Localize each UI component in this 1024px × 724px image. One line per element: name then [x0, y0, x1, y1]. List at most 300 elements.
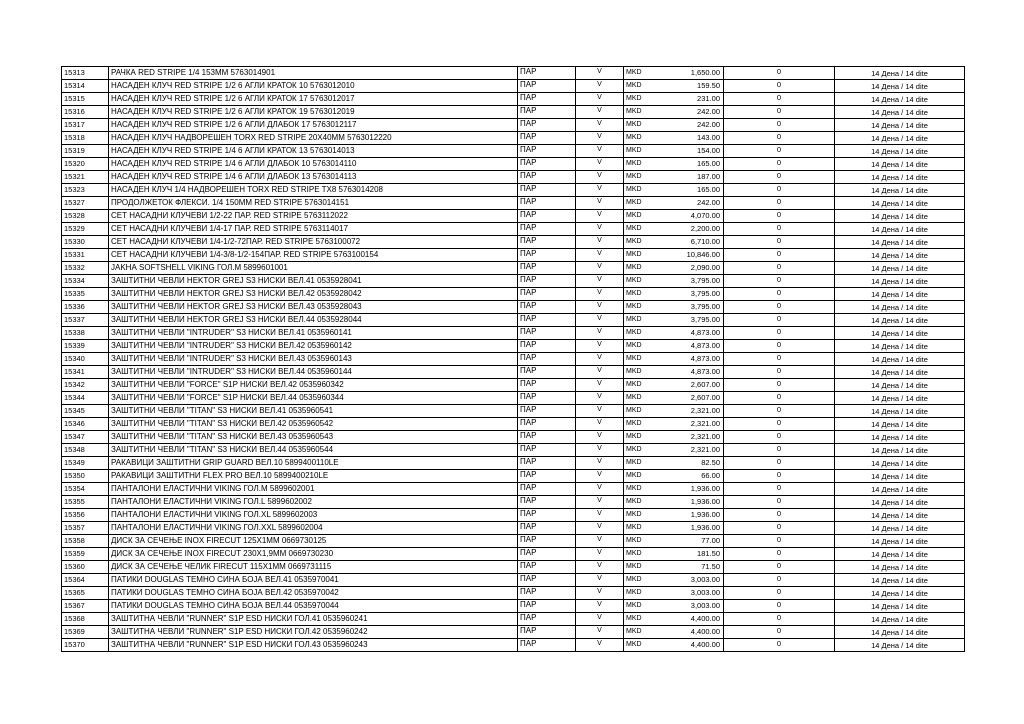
quantity: 0	[724, 314, 835, 327]
currency: MKD	[624, 314, 654, 327]
delivery-time: 14 Дена / 14 dite	[835, 600, 965, 613]
unit-price: 3,003.00	[654, 587, 724, 600]
table-row	[62, 67, 965, 80]
unit-of-measure: ПАР	[518, 574, 576, 587]
unit-price: 2,321.00	[654, 418, 724, 431]
currency: MKD	[624, 80, 654, 93]
unit-price: 242.00	[654, 106, 724, 119]
item-description: НАСАДЕН КЛУЧ RED STRIPE 1/2 6 АГЛИ ДЛАБОК 17 5763012117	[109, 119, 518, 132]
table-row	[62, 431, 965, 444]
price-list-table	[61, 66, 965, 652]
table-row	[62, 418, 965, 431]
availability-mark: V	[576, 106, 624, 119]
unit-price: 10,846.00	[654, 249, 724, 262]
unit-price: 3,003.00	[654, 600, 724, 613]
quantity: 0	[724, 392, 835, 405]
delivery-time: 14 Дена / 14 dite	[835, 275, 965, 288]
currency: MKD	[624, 67, 654, 80]
unit-of-measure: ПАР	[518, 509, 576, 522]
item-code: 15327	[62, 197, 109, 210]
item-description: ПАТИКИ DOUGLAS ТЕМНО СИНА БОЈА ВЕЛ.44 0535970044	[109, 600, 518, 613]
delivery-time: 14 Дена / 14 dite	[835, 483, 965, 496]
item-description: ПАНТАЛОНИ ЕЛАСТИЧНИ VIKING ГОЛ.L 5899602002	[109, 496, 518, 509]
unit-price: 165.00	[654, 184, 724, 197]
item-description: ЗАШТИТНИ ЧЕВЛИ HEKTOR GREJ S3 НИСКИ ВЕЛ.42 0535928042	[109, 288, 518, 301]
currency: MKD	[624, 626, 654, 639]
item-description: ПАНТАЛОНИ ЕЛАСТИЧНИ VIKING ГОЛ.XXL 5899602004	[109, 522, 518, 535]
item-code: 15350	[62, 470, 109, 483]
delivery-time: 14 Дена / 14 dite	[835, 379, 965, 392]
item-code: 15368	[62, 613, 109, 626]
quantity: 0	[724, 496, 835, 509]
quantity: 0	[724, 431, 835, 444]
availability-mark: V	[576, 496, 624, 509]
unit-of-measure: ПАР	[518, 314, 576, 327]
quantity: 0	[724, 145, 835, 158]
delivery-time: 14 Дена / 14 dite	[835, 353, 965, 366]
availability-mark: V	[576, 561, 624, 574]
item-description: СЕТ НАСАДНИ КЛУЧЕВИ 1/4-3/8-1/2-154ПАР. RED STRIPE 5763100154	[109, 249, 518, 262]
item-code: 15369	[62, 626, 109, 639]
delivery-time: 14 Дена / 14 dite	[835, 457, 965, 470]
item-description: ДИСК ЗА СЕЧЕЊЕ INOX FIRECUT 230X1,9ММ 0669730230	[109, 548, 518, 561]
item-description: НАСАДЕН КЛУЧ RED STRIPE 1/4 6 АГЛИ КРАТОК 13 5763014013	[109, 145, 518, 158]
item-code: 15348	[62, 444, 109, 457]
item-code: 15364	[62, 574, 109, 587]
table-row	[62, 470, 965, 483]
availability-mark: V	[576, 483, 624, 496]
unit-of-measure: ПАР	[518, 184, 576, 197]
unit-price: 2,090.00	[654, 262, 724, 275]
quantity: 0	[724, 223, 835, 236]
unit-price: 165.00	[654, 158, 724, 171]
item-description: ПАНТАЛОНИ ЕЛАСТИЧНИ VIKING ГОЛ.XL 5899602003	[109, 509, 518, 522]
quantity: 0	[724, 639, 835, 652]
item-code: 15313	[62, 67, 109, 80]
table-row	[62, 561, 965, 574]
currency: MKD	[624, 327, 654, 340]
availability-mark: V	[576, 418, 624, 431]
item-description: ЗАШТИТНА ЧЕВЛИ "RUNNER" S1P ESD НИСКИ ГОЛ.41 0535960241	[109, 613, 518, 626]
table-row	[62, 93, 965, 106]
unit-price: 2,200.00	[654, 223, 724, 236]
currency: MKD	[624, 561, 654, 574]
unit-price: 154.00	[654, 145, 724, 158]
item-description: ЗАШТИТНИ ЧЕВЛИ "TITAN" S3 НИСКИ ВЕЛ.42 0535960542	[109, 418, 518, 431]
availability-mark: V	[576, 223, 624, 236]
item-description: РАКАВИЦИ ЗАШТИТНИ FLEX PRO ВЕЛ.10 5899400210LE	[109, 470, 518, 483]
currency: MKD	[624, 158, 654, 171]
delivery-time: 14 Дена / 14 dite	[835, 366, 965, 379]
unit-price: 4,400.00	[654, 626, 724, 639]
availability-mark: V	[576, 80, 624, 93]
item-description: ЗАШТИТНИ ЧЕВЛИ "FORCE" S1P НИСКИ ВЕЛ.42 0535960342	[109, 379, 518, 392]
unit-price: 1,936.00	[654, 522, 724, 535]
delivery-time: 14 Дена / 14 dite	[835, 535, 965, 548]
item-code: 15332	[62, 262, 109, 275]
unit-price: 159.50	[654, 80, 724, 93]
delivery-time: 14 Дена / 14 dite	[835, 93, 965, 106]
item-code: 15358	[62, 535, 109, 548]
unit-of-measure: ПАР	[518, 197, 576, 210]
table-row	[62, 379, 965, 392]
item-code: 15317	[62, 119, 109, 132]
quantity: 0	[724, 509, 835, 522]
item-description: ЗАШТИТНИ ЧЕВЛИ HEKTOR GREJ S3 НИСКИ ВЕЛ.44 0535928044	[109, 314, 518, 327]
item-code: 15342	[62, 379, 109, 392]
delivery-time: 14 Дена / 14 dite	[835, 639, 965, 652]
table-row	[62, 353, 965, 366]
delivery-time: 14 Дена / 14 dite	[835, 496, 965, 509]
unit-of-measure: ПАР	[518, 249, 576, 262]
item-description: НАСАДЕН КЛУЧ RED STRIPE 1/2 6 АГЛИ КРАТОК 10 5763012010	[109, 80, 518, 93]
currency: MKD	[624, 184, 654, 197]
unit-of-measure: ПАР	[518, 418, 576, 431]
item-description: НАСАДЕН КЛУЧ RED STRIPE 1/4 6 АГЛИ ДЛАБОК 13 5763014113	[109, 171, 518, 184]
item-description: СЕТ НАСАДНИ КЛУЧЕВИ 1/2-22 ПАР. RED STRIPE 5763112022	[109, 210, 518, 223]
delivery-time: 14 Дена / 14 dite	[835, 171, 965, 184]
item-code: 15349	[62, 457, 109, 470]
item-code: 15355	[62, 496, 109, 509]
item-description: JAKНА SOFTSHELL VIKING ГОЛ.М 5899601001	[109, 262, 518, 275]
currency: MKD	[624, 509, 654, 522]
unit-of-measure: ПАР	[518, 119, 576, 132]
item-description: ЗАШТИТНИ ЧЕВЛИ "INTRUDER" S3 НИСКИ ВЕЛ.43 0535960143	[109, 353, 518, 366]
currency: MKD	[624, 106, 654, 119]
item-description: НАСАДЕН КЛУЧ 1/4 НАДВОРЕШЕН TORX RED STRIPE TX8 5763014208	[109, 184, 518, 197]
item-description: ЗАШТИТНИ ЧЕВЛИ "TITAN" S3 НИСКИ ВЕЛ.43 0535960543	[109, 431, 518, 444]
delivery-time: 14 Дена / 14 dite	[835, 288, 965, 301]
currency: MKD	[624, 353, 654, 366]
item-code: 15365	[62, 587, 109, 600]
currency: MKD	[624, 197, 654, 210]
delivery-time: 14 Дена / 14 dite	[835, 314, 965, 327]
item-code: 15339	[62, 340, 109, 353]
table-row	[62, 327, 965, 340]
unit-of-measure: ПАР	[518, 171, 576, 184]
item-description: ЗАШТИТНА ЧЕВЛИ "RUNNER" S1P ESD НИСКИ ГОЛ.42 0535960242	[109, 626, 518, 639]
availability-mark: V	[576, 119, 624, 132]
delivery-time: 14 Дена / 14 dite	[835, 405, 965, 418]
unit-price: 4,873.00	[654, 366, 724, 379]
item-code: 15345	[62, 405, 109, 418]
quantity: 0	[724, 457, 835, 470]
item-description: ЗАШТИТНИ ЧЕВЛИ HEKTOR GREJ S3 НИСКИ ВЕЛ.43 0535928043	[109, 301, 518, 314]
delivery-time: 14 Дена / 14 dite	[835, 262, 965, 275]
unit-of-measure: ПАР	[518, 301, 576, 314]
table-row	[62, 444, 965, 457]
table-row	[62, 197, 965, 210]
item-code: 15318	[62, 132, 109, 145]
delivery-time: 14 Дена / 14 dite	[835, 548, 965, 561]
table-row	[62, 600, 965, 613]
table-row	[62, 80, 965, 93]
quantity: 0	[724, 548, 835, 561]
item-code: 15370	[62, 639, 109, 652]
currency: MKD	[624, 587, 654, 600]
unit-of-measure: ПАР	[518, 93, 576, 106]
unit-of-measure: ПАР	[518, 626, 576, 639]
unit-price: 1,650.00	[654, 67, 724, 80]
item-description: НАСАДЕН КЛУЧ RED STRIPE 1/4 6 АГЛИ ДЛАБОК 10 5763014110	[109, 158, 518, 171]
table-row	[62, 535, 965, 548]
unit-price: 187.00	[654, 171, 724, 184]
currency: MKD	[624, 145, 654, 158]
delivery-time: 14 Дена / 14 dite	[835, 587, 965, 600]
item-description: РАКАВИЦИ ЗАШТИТНИ GRIP GUARD ВЕЛ.10 5899400110LE	[109, 457, 518, 470]
delivery-time: 14 Дена / 14 dite	[835, 444, 965, 457]
unit-of-measure: ПАР	[518, 600, 576, 613]
item-code: 15354	[62, 483, 109, 496]
unit-price: 242.00	[654, 119, 724, 132]
unit-price: 3,795.00	[654, 275, 724, 288]
unit-of-measure: ПАР	[518, 522, 576, 535]
quantity: 0	[724, 119, 835, 132]
unit-price: 231.00	[654, 93, 724, 106]
item-code: 15341	[62, 366, 109, 379]
unit-of-measure: ПАР	[518, 262, 576, 275]
unit-of-measure: ПАР	[518, 392, 576, 405]
availability-mark: V	[576, 158, 624, 171]
unit-of-measure: ПАР	[518, 288, 576, 301]
item-code: 15330	[62, 236, 109, 249]
quantity: 0	[724, 366, 835, 379]
item-code: 15344	[62, 392, 109, 405]
item-description: ЗАШТИТНИ ЧЕВЛИ "INTRUDER" S3 НИСКИ ВЕЛ.44 0535960144	[109, 366, 518, 379]
item-description: ПАТИКИ DOUGLAS ТЕМНО СИНА БОЈА ВЕЛ.41 0535970041	[109, 574, 518, 587]
currency: MKD	[624, 496, 654, 509]
item-description: ЗАШТИТНИ ЧЕВЛИ "TITAN" S3 НИСКИ ВЕЛ.44 0535960544	[109, 444, 518, 457]
currency: MKD	[624, 223, 654, 236]
delivery-time: 14 Дена / 14 dite	[835, 509, 965, 522]
table-row	[62, 522, 965, 535]
item-code: 15319	[62, 145, 109, 158]
quantity: 0	[724, 626, 835, 639]
item-code: 15357	[62, 522, 109, 535]
table-row	[62, 587, 965, 600]
delivery-time: 14 Дена / 14 dite	[835, 301, 965, 314]
item-code: 15334	[62, 275, 109, 288]
currency: MKD	[624, 418, 654, 431]
currency: MKD	[624, 470, 654, 483]
unit-price: 1,936.00	[654, 483, 724, 496]
delivery-time: 14 Дена / 14 dite	[835, 67, 965, 80]
unit-price: 3,795.00	[654, 288, 724, 301]
item-description: НАСАДЕН КЛУЧ RED STRIPE 1/2 6 АГЛИ КРАТОК 19 5763012019	[109, 106, 518, 119]
unit-of-measure: ПАР	[518, 444, 576, 457]
availability-mark: V	[576, 509, 624, 522]
table-row	[62, 496, 965, 509]
availability-mark: V	[576, 548, 624, 561]
delivery-time: 14 Дена / 14 dite	[835, 236, 965, 249]
unit-price: 3,003.00	[654, 574, 724, 587]
item-description: НАСАДЕН КЛУЧ НАДВОРЕШЕН TORX RED STRIPE 20X40ММ 5763012220	[109, 132, 518, 145]
unit-of-measure: ПАР	[518, 639, 576, 652]
item-description: ЗАШТИТНА ЧЕВЛИ "RUNNER" S1P ESD НИСКИ ГОЛ.43 0535960243	[109, 639, 518, 652]
quantity: 0	[724, 158, 835, 171]
currency: MKD	[624, 262, 654, 275]
availability-mark: V	[576, 431, 624, 444]
table-row	[62, 223, 965, 236]
quantity: 0	[724, 210, 835, 223]
unit-of-measure: ПАР	[518, 158, 576, 171]
table-row	[62, 288, 965, 301]
price-list-sheet	[61, 66, 964, 652]
unit-price: 242.00	[654, 197, 724, 210]
availability-mark: V	[576, 639, 624, 652]
quantity: 0	[724, 574, 835, 587]
currency: MKD	[624, 613, 654, 626]
currency: MKD	[624, 548, 654, 561]
availability-mark: V	[576, 613, 624, 626]
table-row	[62, 236, 965, 249]
availability-mark: V	[576, 275, 624, 288]
currency: MKD	[624, 639, 654, 652]
unit-price: 4,873.00	[654, 353, 724, 366]
unit-of-measure: ПАР	[518, 496, 576, 509]
unit-price: 2,321.00	[654, 405, 724, 418]
unit-price: 2,607.00	[654, 392, 724, 405]
currency: MKD	[624, 132, 654, 145]
item-code: 15321	[62, 171, 109, 184]
item-code: 15336	[62, 301, 109, 314]
table-row	[62, 548, 965, 561]
delivery-time: 14 Дена / 14 dite	[835, 119, 965, 132]
availability-mark: V	[576, 197, 624, 210]
table-row	[62, 132, 965, 145]
quantity: 0	[724, 288, 835, 301]
availability-mark: V	[576, 262, 624, 275]
delivery-time: 14 Дена / 14 dite	[835, 249, 965, 262]
availability-mark: V	[576, 522, 624, 535]
unit-of-measure: ПАР	[518, 548, 576, 561]
unit-of-measure: ПАР	[518, 132, 576, 145]
unit-price: 4,070.00	[654, 210, 724, 223]
item-description: ЗАШТИТНИ ЧЕВЛИ "INTRUDER" S3 НИСКИ ВЕЛ.42 0535960142	[109, 340, 518, 353]
quantity: 0	[724, 587, 835, 600]
availability-mark: V	[576, 210, 624, 223]
unit-of-measure: ПАР	[518, 587, 576, 600]
unit-of-measure: ПАР	[518, 67, 576, 80]
quantity: 0	[724, 600, 835, 613]
quantity: 0	[724, 171, 835, 184]
availability-mark: V	[576, 600, 624, 613]
quantity: 0	[724, 535, 835, 548]
availability-mark: V	[576, 457, 624, 470]
quantity: 0	[724, 197, 835, 210]
unit-of-measure: ПАР	[518, 470, 576, 483]
table-row	[62, 106, 965, 119]
table-row	[62, 275, 965, 288]
delivery-time: 14 Дена / 14 dite	[835, 340, 965, 353]
currency: MKD	[624, 301, 654, 314]
item-code: 15359	[62, 548, 109, 561]
quantity: 0	[724, 379, 835, 392]
delivery-time: 14 Дена / 14 dite	[835, 106, 965, 119]
unit-price: 82.50	[654, 457, 724, 470]
availability-mark: V	[576, 379, 624, 392]
availability-mark: V	[576, 236, 624, 249]
item-description: РАЧКА RED STRIPE 1/4 153ММ 5763014901	[109, 67, 518, 80]
delivery-time: 14 Дена / 14 dite	[835, 327, 965, 340]
unit-of-measure: ПАР	[518, 236, 576, 249]
availability-mark: V	[576, 587, 624, 600]
currency: MKD	[624, 535, 654, 548]
quantity: 0	[724, 106, 835, 119]
table-row	[62, 613, 965, 626]
currency: MKD	[624, 600, 654, 613]
item-description: ЗАШТИТНИ ЧЕВЛИ HEKTOR GREJ S3 НИСКИ ВЕЛ.41 0535928041	[109, 275, 518, 288]
table-row	[62, 314, 965, 327]
availability-mark: V	[576, 249, 624, 262]
availability-mark: V	[576, 93, 624, 106]
item-description: ЗАШТИТНИ ЧЕВЛИ "TITAN" S3 НИСКИ ВЕЛ.41 0535960541	[109, 405, 518, 418]
item-code: 15338	[62, 327, 109, 340]
unit-of-measure: ПАР	[518, 366, 576, 379]
quantity: 0	[724, 405, 835, 418]
delivery-time: 14 Дена / 14 dite	[835, 145, 965, 158]
currency: MKD	[624, 210, 654, 223]
delivery-time: 14 Дена / 14 dite	[835, 80, 965, 93]
currency: MKD	[624, 93, 654, 106]
unit-of-measure: ПАР	[518, 561, 576, 574]
unit-of-measure: ПАР	[518, 457, 576, 470]
delivery-time: 14 Дена / 14 dite	[835, 561, 965, 574]
delivery-time: 14 Дена / 14 dite	[835, 431, 965, 444]
unit-price: 181.50	[654, 548, 724, 561]
unit-price: 6,710.00	[654, 236, 724, 249]
unit-of-measure: ПАР	[518, 405, 576, 418]
delivery-time: 14 Дена / 14 dite	[835, 184, 965, 197]
table-row	[62, 626, 965, 639]
delivery-time: 14 Дена / 14 dite	[835, 418, 965, 431]
delivery-time: 14 Дена / 14 dite	[835, 522, 965, 535]
currency: MKD	[624, 119, 654, 132]
currency: MKD	[624, 171, 654, 184]
unit-price: 2,607.00	[654, 379, 724, 392]
table-row	[62, 366, 965, 379]
table-row	[62, 639, 965, 652]
unit-of-measure: ПАР	[518, 275, 576, 288]
unit-of-measure: ПАР	[518, 223, 576, 236]
item-code: 15347	[62, 431, 109, 444]
delivery-time: 14 Дена / 14 dite	[835, 392, 965, 405]
item-description: ПАНТАЛОНИ ЕЛАСТИЧНИ VIKING ГОЛ.М 5899602001	[109, 483, 518, 496]
table-row	[62, 184, 965, 197]
item-code: 15323	[62, 184, 109, 197]
delivery-time: 14 Дена / 14 dite	[835, 613, 965, 626]
table-row	[62, 405, 965, 418]
unit-of-measure: ПАР	[518, 535, 576, 548]
availability-mark: V	[576, 67, 624, 80]
currency: MKD	[624, 522, 654, 535]
currency: MKD	[624, 379, 654, 392]
availability-mark: V	[576, 574, 624, 587]
availability-mark: V	[576, 301, 624, 314]
unit-of-measure: ПАР	[518, 327, 576, 340]
unit-price: 4,400.00	[654, 613, 724, 626]
unit-price: 4,873.00	[654, 340, 724, 353]
unit-of-measure: ПАР	[518, 106, 576, 119]
item-code: 15356	[62, 509, 109, 522]
unit-of-measure: ПАР	[518, 353, 576, 366]
availability-mark: V	[576, 314, 624, 327]
quantity: 0	[724, 132, 835, 145]
table-row	[62, 301, 965, 314]
item-code: 15320	[62, 158, 109, 171]
item-code: 15331	[62, 249, 109, 262]
table-row	[62, 509, 965, 522]
